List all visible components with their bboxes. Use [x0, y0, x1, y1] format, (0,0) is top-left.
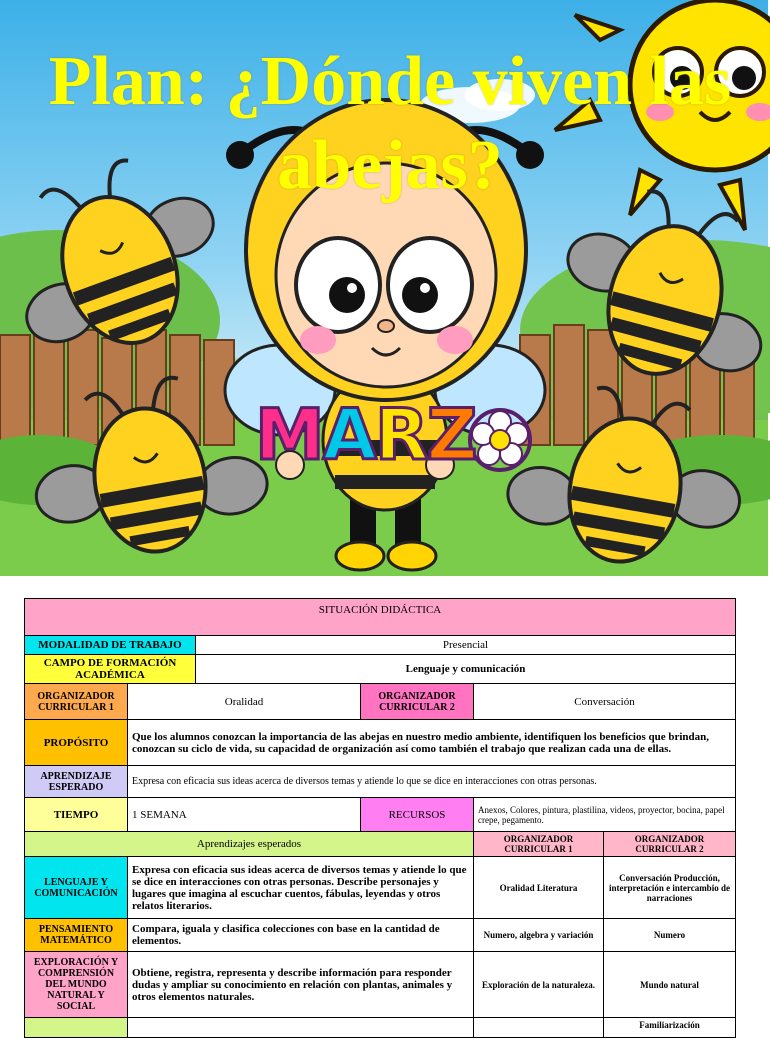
- recursos-value: Anexos, Colores, pintura, plastilina, videos, proyector, bocina, papel crepe, pegamento.: [474, 798, 736, 832]
- cover-title-line2: abejas?: [277, 127, 503, 204]
- planning-table: [24, 598, 736, 1038]
- cover-title-line1: Plan: ¿Dónde viven las: [48, 43, 732, 120]
- table-row: [25, 599, 736, 636]
- month-letter: R: [374, 394, 427, 476]
- table-row: [25, 684, 736, 720]
- campo-value: Lenguaje y comunicación: [196, 655, 736, 684]
- org2-next: Familiarización: [604, 1018, 736, 1038]
- aprendizaje-pensamiento: Compara, iguala y clasifica colecciones con base en la cantidad de elementos.: [128, 919, 474, 952]
- table-row: [25, 857, 736, 919]
- tiempo-label: TIEMPO: [25, 798, 128, 832]
- table-row: [25, 832, 736, 857]
- org1-lenguaje: Oralidad Literatura: [474, 857, 604, 919]
- cover-title: [10, 40, 770, 208]
- col-org1-header: ORGANIZADOR CURRICULAR 1: [474, 832, 604, 857]
- modalidad-label: MODALIDAD DE TRABAJO: [25, 636, 196, 655]
- aprendizaje-exploracion: Obtiene, registra, representa y describe información para responder dudas y ampliar su conocimiento en relación con plantas, animales y otros elementos naturales.: [128, 952, 474, 1018]
- table-row: [25, 766, 736, 798]
- org1-next: [474, 1018, 604, 1038]
- modalidad-value: Presencial: [196, 636, 736, 655]
- table-row: [25, 720, 736, 766]
- area-exploracion: EXPLORACIÓN Y COMPRENSIÓN DEL MUNDO NATURAL Y SOCIAL: [25, 952, 128, 1018]
- situacion-header: SITUACIÓN DIDÁCTICA: [25, 599, 736, 636]
- proposito-label: PROPÓSITO: [25, 720, 128, 766]
- aprendizajes-header: Aprendizajes esperados: [25, 832, 474, 857]
- planning-sheet: [24, 598, 735, 1030]
- month-letter: M: [255, 394, 323, 476]
- org1-label: ORGANIZADOR CURRICULAR 1: [25, 684, 128, 720]
- month-letter: A: [322, 394, 375, 476]
- org2-pensamiento: Numero: [604, 919, 736, 952]
- org2-value: Conversación: [474, 684, 736, 720]
- month-badge: [255, 395, 533, 475]
- table-row: [25, 636, 736, 655]
- proposito-value: Que los alumnos conozcan la importancia de las abejas en nuestro medio ambiente, identifiquen los beneficios que brindan, conozcan su ciclo de vida, su capacidad de organización así como también el trabajo que realizan cada una de ellas.: [128, 720, 736, 766]
- month-letter: Z: [426, 394, 476, 476]
- aprendizaje-next: [128, 1018, 474, 1038]
- aprendizaje-lenguaje: Expresa con eficacia sus ideas acerca de diversos temas y atiende lo que se dice en interacciones con otras personas. Describe personajes y lugares que imagina al escuchar cuentos, fábulas, leyendas y otros relatos literarios.: [128, 857, 474, 919]
- col-org2-header: ORGANIZADOR CURRICULAR 2: [604, 832, 736, 857]
- area-pensamiento: PENSAMIENTO MATEMÁTICO: [25, 919, 128, 952]
- aprendizaje-label: APRENDIZAJE ESPERADO: [25, 766, 128, 798]
- table-row: [25, 655, 736, 684]
- table-row: [25, 952, 736, 1018]
- org1-exploracion: Exploración de la naturaleza.: [474, 952, 604, 1018]
- table-row: [25, 919, 736, 952]
- org1-value: Oralidad: [128, 684, 361, 720]
- area-lenguaje: LENGUAJE Y COMUNICACIÓN: [25, 857, 128, 919]
- aprendizaje-value: Expresa con eficacia sus ideas acerca de diversos temas y atiende lo que se dice en interacciones con otras personas.: [128, 766, 736, 798]
- org1-pensamiento: Numero, algebra y variación: [474, 919, 604, 952]
- campo-label: CAMPO DE FORMACIÓN ACADÉMICA: [25, 655, 196, 684]
- recursos-label: RECURSOS: [361, 798, 474, 832]
- org2-label: ORGANIZADOR CURRICULAR 2: [361, 684, 474, 720]
- org2-exploracion: Mundo natural: [604, 952, 736, 1018]
- tiempo-value: 1 SEMANA: [128, 798, 361, 832]
- area-next: [25, 1018, 128, 1038]
- table-row: [25, 1018, 736, 1038]
- table-row: [25, 798, 736, 832]
- org2-lenguaje: Conversación Producción, interpretación e intercambio de narraciones: [604, 857, 736, 919]
